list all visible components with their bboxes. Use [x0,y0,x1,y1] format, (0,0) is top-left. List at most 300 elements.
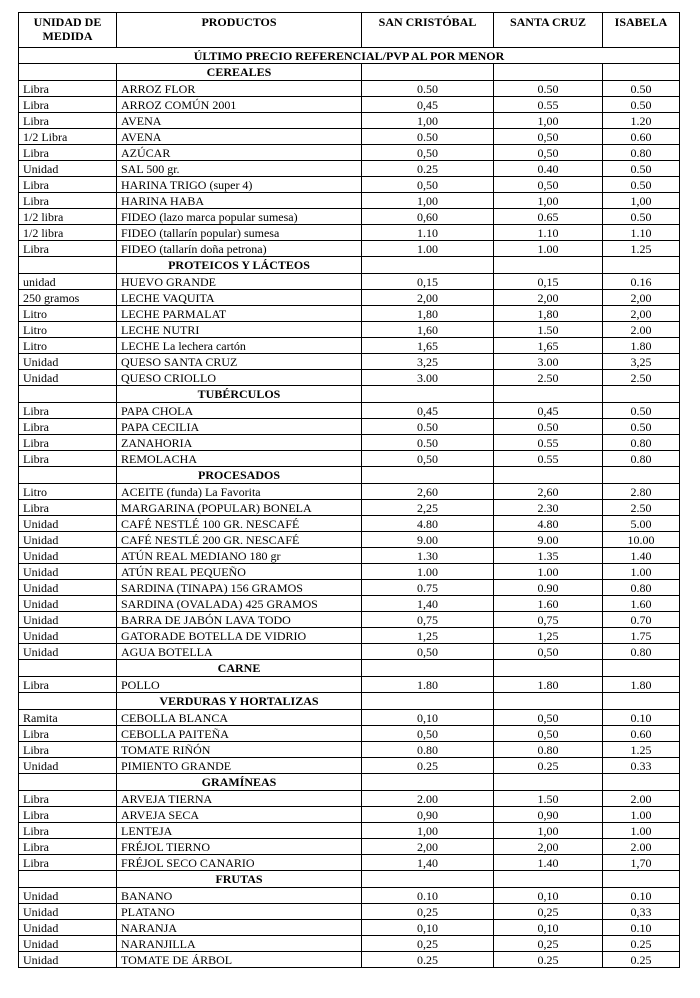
product-cell: NARANJA [117,920,362,936]
header-santa-cruz: SANTA CRUZ [494,13,603,48]
table-row [19,855,680,871]
price-san-cristobal: 0,50 [362,451,494,467]
product-cell: AVENA [117,129,362,145]
price-isabela: 2.00 [603,322,680,338]
unit-cell: Unidad [19,888,117,904]
header-unit: UNIDAD DE MEDIDA [19,13,117,48]
category-spacer [603,257,680,274]
category-spacer [494,386,603,403]
category-row [19,871,680,888]
table-row [19,306,680,322]
price-san-cristobal: 0.25 [362,758,494,774]
price-san-cristobal: 0.50 [362,81,494,97]
price-santa-cruz: 2,00 [494,290,603,306]
product-cell: LENTEJA [117,823,362,839]
table-row [19,920,680,936]
category-spacer [362,871,494,888]
price-santa-cruz: 1.35 [494,548,603,564]
category-spacer [362,467,494,484]
price-isabela: 1,00 [603,193,680,209]
product-cell: ARVEJA TIERNA [117,791,362,807]
price-isabela: 0.50 [603,209,680,225]
category-spacer [603,871,680,888]
product-cell: TOMATE DE ÁRBOL [117,952,362,968]
price-isabela: 0.50 [603,161,680,177]
unit-cell: Libra [19,791,117,807]
table-row [19,161,680,177]
table-row [19,209,680,225]
product-cell: TOMATE RIÑÓN [117,742,362,758]
unit-cell: Libra [19,500,117,516]
price-santa-cruz: 0.80 [494,742,603,758]
product-cell: QUESO CRIOLLO [117,370,362,386]
price-san-cristobal: 1,60 [362,322,494,338]
product-cell: HUEVO GRANDE [117,274,362,290]
price-santa-cruz: 0,50 [494,145,603,161]
product-cell: LECHE NUTRI [117,322,362,338]
price-isabela: 1.80 [603,677,680,693]
price-santa-cruz: 1,00 [494,193,603,209]
category-row [19,467,680,484]
price-san-cristobal: 0,10 [362,920,494,936]
category-spacer [603,693,680,710]
category-spacer [494,660,603,677]
price-santa-cruz: 1.00 [494,564,603,580]
unit-cell: 1/2 libra [19,209,117,225]
price-isabela: 0.10 [603,710,680,726]
price-isabela: 0.10 [603,888,680,904]
table-row [19,628,680,644]
unit-cell: Litro [19,484,117,500]
unit-cell: Libra [19,823,117,839]
price-isabela: 1.00 [603,807,680,823]
price-isabela: 1,70 [603,855,680,871]
price-isabela: 0.33 [603,758,680,774]
price-santa-cruz: 1.00 [494,241,603,257]
price-isabela: 1.00 [603,823,680,839]
price-santa-cruz: 0,50 [494,644,603,660]
unit-cell: Libra [19,145,117,161]
price-isabela: 0.25 [603,936,680,952]
price-san-cristobal: 4.80 [362,516,494,532]
price-isabela: 1.25 [603,241,680,257]
price-san-cristobal: 2,60 [362,484,494,500]
category-label: GRAMÍNEAS [117,774,362,791]
table-row [19,839,680,855]
product-cell: LECHE La lechera cartón [117,338,362,354]
price-santa-cruz: 0,90 [494,807,603,823]
price-santa-cruz: 1.60 [494,596,603,612]
unit-cell: Libra [19,193,117,209]
price-san-cristobal: 0.50 [362,435,494,451]
product-cell: ARROZ FLOR [117,81,362,97]
header-san-cristobal: SAN CRISTÓBAL [362,13,494,48]
table-row [19,758,680,774]
price-san-cristobal: 0.80 [362,742,494,758]
price-san-cristobal: 3.00 [362,370,494,386]
product-cell: HARINA HABA [117,193,362,209]
unit-cell: Libra [19,451,117,467]
price-santa-cruz: 0,75 [494,612,603,628]
table-row [19,823,680,839]
product-cell: PAPA CHOLA [117,403,362,419]
unit-cell: Unidad [19,161,117,177]
product-cell: FRÉJOL SECO CANARIO [117,855,362,871]
unit-cell: Unidad [19,644,117,660]
product-cell: AZÚCAR [117,145,362,161]
product-cell: CAFÉ NESTLÉ 100 GR. NESCAFÉ [117,516,362,532]
table-row [19,726,680,742]
unit-cell: Unidad [19,564,117,580]
unit-cell: Libra [19,403,117,419]
price-isabela: 2,00 [603,306,680,322]
unit-cell: Litro [19,322,117,338]
price-isabela: 1.80 [603,338,680,354]
price-san-cristobal: 2,00 [362,839,494,855]
price-santa-cruz: 0,50 [494,129,603,145]
price-san-cristobal: 0.25 [362,952,494,968]
category-spacer [603,774,680,791]
price-san-cristobal: 0,50 [362,644,494,660]
price-santa-cruz: 2.30 [494,500,603,516]
product-cell: FRÉJOL TIERNO [117,839,362,855]
table-row [19,354,680,370]
price-isabela: 0.25 [603,952,680,968]
price-san-cristobal: 0.10 [362,888,494,904]
category-spacer [19,660,117,677]
price-isabela: 2,00 [603,290,680,306]
unit-cell: Ramita [19,710,117,726]
product-cell: ATÚN REAL PEQUEÑO [117,564,362,580]
category-row [19,774,680,791]
category-spacer [19,386,117,403]
category-label: CEREALES [117,64,362,81]
category-row [19,257,680,274]
table-row [19,612,680,628]
price-isabela: 0.80 [603,580,680,596]
unit-cell: Unidad [19,580,117,596]
banner-row [19,48,680,64]
product-cell: PAPA CECILIA [117,419,362,435]
unit-cell: Unidad [19,354,117,370]
price-santa-cruz: 1,80 [494,306,603,322]
category-row [19,693,680,710]
price-santa-cruz: 0.50 [494,419,603,435]
price-isabela: 2.00 [603,839,680,855]
price-san-cristobal: 0,50 [362,145,494,161]
price-san-cristobal: 1,00 [362,113,494,129]
table-row [19,516,680,532]
price-santa-cruz: 1.40 [494,855,603,871]
category-spacer [603,64,680,81]
price-santa-cruz: 0.40 [494,161,603,177]
table-row [19,81,680,97]
unit-cell: Unidad [19,612,117,628]
price-san-cristobal: 1,65 [362,338,494,354]
table-row [19,290,680,306]
category-spacer [19,774,117,791]
table-row [19,484,680,500]
table-row [19,322,680,338]
price-san-cristobal: 0,50 [362,177,494,193]
price-santa-cruz: 2,00 [494,839,603,855]
price-isabela: 0.50 [603,177,680,193]
unit-cell: Unidad [19,920,117,936]
table-row [19,370,680,386]
category-label: FRUTAS [117,871,362,888]
unit-cell: Libra [19,807,117,823]
category-label: CARNE [117,660,362,677]
product-cell: SARDINA (OVALADA) 425 GRAMOS [117,596,362,612]
category-spacer [362,693,494,710]
price-isabela: 1.40 [603,548,680,564]
unit-cell: Libra [19,677,117,693]
price-san-cristobal: 1.00 [362,241,494,257]
price-isabela: 2.50 [603,500,680,516]
table-row [19,113,680,129]
table-row [19,936,680,952]
category-spacer [603,660,680,677]
price-santa-cruz: 1,65 [494,338,603,354]
price-isabela: 5.00 [603,516,680,532]
table-row [19,710,680,726]
category-spacer [603,467,680,484]
product-cell: REMOLACHA [117,451,362,467]
product-cell: PIMIENTO GRANDE [117,758,362,774]
price-santa-cruz: 0,25 [494,936,603,952]
unit-cell: Unidad [19,758,117,774]
product-cell: ATÚN REAL MEDIANO 180 gr [117,548,362,564]
table-row [19,742,680,758]
price-isabela: 0.10 [603,920,680,936]
price-san-cristobal: 1.00 [362,564,494,580]
unit-cell: Libra [19,435,117,451]
table-row [19,596,680,612]
table-row [19,532,680,548]
table-row [19,177,680,193]
category-spacer [362,774,494,791]
table-row [19,564,680,580]
price-san-cristobal: 2.00 [362,791,494,807]
product-cell: LECHE PARMALAT [117,306,362,322]
price-isabela: 2.80 [603,484,680,500]
price-santa-cruz: 0.55 [494,97,603,113]
price-santa-cruz: 0,50 [494,710,603,726]
table-row [19,274,680,290]
unit-cell: Unidad [19,628,117,644]
table-row [19,241,680,257]
product-cell: ACEITE (funda) La Favorita [117,484,362,500]
unit-cell: Unidad [19,516,117,532]
table-row [19,500,680,516]
price-isabela: 10.00 [603,532,680,548]
price-isabela: 0,33 [603,904,680,920]
price-santa-cruz: 0.90 [494,580,603,596]
price-san-cristobal: 0,25 [362,936,494,952]
price-san-cristobal: 0,10 [362,710,494,726]
category-spacer [19,693,117,710]
header-row [19,13,680,48]
unit-cell: Libra [19,726,117,742]
category-spacer [494,64,603,81]
price-san-cristobal: 9.00 [362,532,494,548]
price-santa-cruz: 0,10 [494,888,603,904]
price-isabela: 2.00 [603,791,680,807]
price-san-cristobal: 1.80 [362,677,494,693]
price-santa-cruz: 0,50 [494,177,603,193]
price-isabela: 0.70 [603,612,680,628]
price-san-cristobal: 0,45 [362,97,494,113]
product-cell: GATORADE BOTELLA DE VIDRIO [117,628,362,644]
header-isabela: ISABELA [603,13,680,48]
price-santa-cruz: 0,10 [494,920,603,936]
table-row [19,952,680,968]
price-san-cristobal: 0,75 [362,612,494,628]
category-spacer [603,386,680,403]
price-isabela: 0.80 [603,145,680,161]
unit-cell: Libra [19,241,117,257]
price-san-cristobal: 2,25 [362,500,494,516]
price-san-cristobal: 1,00 [362,193,494,209]
price-santa-cruz: 0,15 [494,274,603,290]
product-cell: PLATANO [117,904,362,920]
table-row [19,435,680,451]
price-santa-cruz: 1.50 [494,791,603,807]
unit-cell: Libra [19,113,117,129]
price-santa-cruz: 1,25 [494,628,603,644]
category-spacer [494,871,603,888]
price-isabela: 0.16 [603,274,680,290]
price-san-cristobal: 0,60 [362,209,494,225]
price-san-cristobal: 1.10 [362,225,494,241]
price-table [18,12,680,968]
product-cell: QUESO SANTA CRUZ [117,354,362,370]
price-isabela: 0.60 [603,129,680,145]
price-santa-cruz: 0,50 [494,726,603,742]
product-cell: CEBOLLA BLANCA [117,710,362,726]
unit-cell: Unidad [19,904,117,920]
table-row [19,904,680,920]
product-cell: FIDEO (tallarín doña petrona) [117,241,362,257]
price-san-cristobal: 0,15 [362,274,494,290]
price-isabela: 1.60 [603,596,680,612]
product-cell: AVENA [117,113,362,129]
price-santa-cruz: 1.10 [494,225,603,241]
banner-title: ÚLTIMO PRECIO REFERENCIAL/PVP AL POR MENOR [19,48,680,64]
price-santa-cruz: 0.50 [494,81,603,97]
price-santa-cruz: 1.50 [494,322,603,338]
product-cell: NARANJILLA [117,936,362,952]
unit-cell: 1/2 libra [19,225,117,241]
category-label: TUBÉRCULOS [117,386,362,403]
product-cell: FIDEO (lazo marca popular sumesa) [117,209,362,225]
unit-cell: Unidad [19,936,117,952]
product-cell: ZANAHORIA [117,435,362,451]
price-santa-cruz: 2,60 [494,484,603,500]
product-cell: SAL 500 gr. [117,161,362,177]
price-san-cristobal: 1,25 [362,628,494,644]
product-cell: LECHE VAQUITA [117,290,362,306]
price-santa-cruz: 0,45 [494,403,603,419]
price-santa-cruz: 4.80 [494,516,603,532]
category-spacer [494,257,603,274]
price-isabela: 1.20 [603,113,680,129]
price-santa-cruz: 2.50 [494,370,603,386]
category-row [19,386,680,403]
price-san-cristobal: 1,40 [362,855,494,871]
category-row [19,660,680,677]
product-cell: POLLO [117,677,362,693]
price-san-cristobal: 0,45 [362,403,494,419]
table-row [19,807,680,823]
category-spacer [494,693,603,710]
price-san-cristobal: 1,00 [362,823,494,839]
price-santa-cruz: 0.25 [494,758,603,774]
table-row [19,338,680,354]
price-santa-cruz: 1,00 [494,823,603,839]
unit-cell: Libra [19,97,117,113]
price-san-cristobal: 1.30 [362,548,494,564]
unit-cell: Libra [19,81,117,97]
price-santa-cruz: 0.65 [494,209,603,225]
category-spacer [19,64,117,81]
price-san-cristobal: 0.50 [362,419,494,435]
unit-cell: Unidad [19,548,117,564]
table-row [19,644,680,660]
price-san-cristobal: 3,25 [362,354,494,370]
price-san-cristobal: 2,00 [362,290,494,306]
category-spacer [494,774,603,791]
category-spacer [19,871,117,888]
unit-cell: unidad [19,274,117,290]
price-santa-cruz: 1.80 [494,677,603,693]
price-santa-cruz: 3.00 [494,354,603,370]
price-santa-cruz: 0,25 [494,904,603,920]
product-cell: ARROZ COMÚN 2001 [117,97,362,113]
price-san-cristobal: 1,40 [362,596,494,612]
price-isabela: 0.50 [603,419,680,435]
unit-cell: Libra [19,839,117,855]
price-isabela: 0.50 [603,97,680,113]
price-isabela: 0.80 [603,435,680,451]
price-san-cristobal: 0.50 [362,129,494,145]
price-santa-cruz: 0.25 [494,952,603,968]
price-isabela: 0.80 [603,451,680,467]
table-row [19,791,680,807]
unit-cell: Libra [19,177,117,193]
unit-cell: 250 gramos [19,290,117,306]
product-cell: CAFÉ NESTLÉ 200 GR. NESCAFÉ [117,532,362,548]
category-spacer [19,467,117,484]
price-isabela: 0.60 [603,726,680,742]
category-row [19,64,680,81]
price-santa-cruz: 0.55 [494,451,603,467]
price-san-cristobal: 0,25 [362,904,494,920]
price-isabela: 2.50 [603,370,680,386]
header-products: PRODUCTOS [117,13,362,48]
table-row [19,451,680,467]
category-label: PROCESADOS [117,467,362,484]
price-san-cristobal: 1,80 [362,306,494,322]
unit-cell: Unidad [19,532,117,548]
price-san-cristobal: 0.25 [362,161,494,177]
category-label: PROTEICOS Y LÁCTEOS [117,257,362,274]
table-row [19,403,680,419]
unit-cell: Litro [19,338,117,354]
price-isabela: 1.25 [603,742,680,758]
table-body [19,48,680,968]
price-isabela: 1.75 [603,628,680,644]
